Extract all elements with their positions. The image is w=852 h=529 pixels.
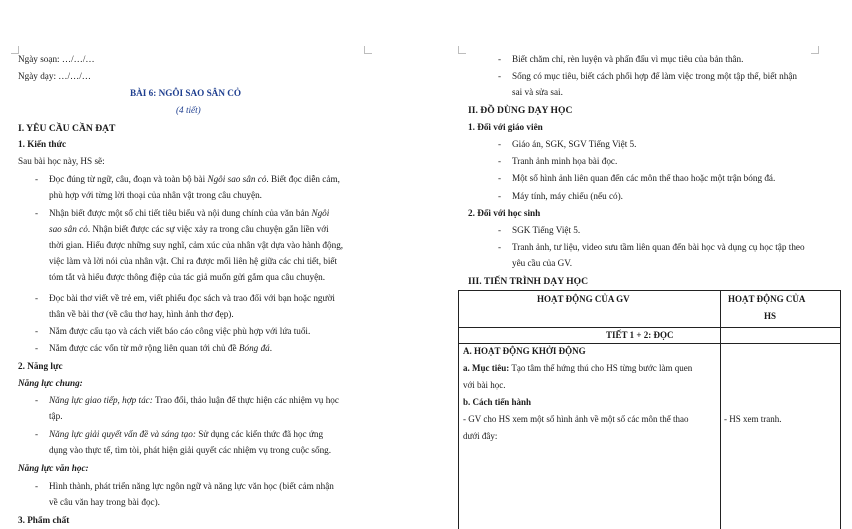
ngay-day: Ngày dạy: …/…/… (18, 71, 91, 81)
hs-activity: - HS xem tranh. (724, 414, 782, 424)
lesson-table (458, 290, 841, 529)
ngay-soan: Ngày soạn: …/…/… (18, 54, 95, 64)
row-divider (459, 343, 840, 344)
section-do-dung: II. ĐỒ DÙNG DẠY HỌC (468, 105, 573, 116)
heading-hoc-sinh: 2. Đối với học sinh (468, 208, 541, 218)
section-tien-trinh: III. TIẾN TRÌNH DẠY HỌC (468, 276, 589, 287)
left-page: Ngày soạn: …/…/… Ngày dạy: …/…/… BÀI 6: NGÔI SAO SÂN CỎ (4 tiết) I. YÊU CẦU CẦN ĐẠT 1. Kiến thức Sau bài học này, HS sẽ: - Đọc đúng từ ngữ, câu, đoạn và toàn bộ bài Ngôi sao sân cỏ. Biết đọc diễn cảm, phù hợp với từng lời thoại của nhân vật trong câu chuyện. - Nhận biết được một số chi tiết tiêu biểu và nội dung chính của văn bản Ngôi sao sân cỏ. Nhận biết được các sự việc xảy ra trong câu chuyện gắn liền với thời gian. Hiểu được những suy nghĩ, cảm xúc của nhân vật dựa vào hành động, việc làm và lời nói của nhân vật. Chỉ ra được mối liên hệ giữa các chi tiết, biết tóm tắt và hiểu được thông điệp của tác giả muốn gửi gắm qua câu chuyện. - Đọc bài thơ viết về trẻ em, viết phiếu đọc sách và trao đổi với bạn hoặc người thân về bài thơ (về câu thơ hay, hình ảnh thơ đẹp). - Nắm được cấu tạo và cách viết báo cáo công việc phù hợp với lứa tuổi. - Nắm được các vốn từ mở rộng liên quan tới chủ đề Bóng đá. 2. Năng lực Năng lực chung: - Năng lực giao tiếp, hợp tác: Trao đổi, thảo luận để thực hiện các nhiệm vụ học tập. - Năng lực giải quyết vấn đề và sáng tạo: Sử dụng các kiến thức đã học ứng dụng vào thực tế, tìm tòi, phát hiện giải quyết các nhiệm vụ trong cuộc sống. Năng lực văn học: - Hình thành, phát triển năng lực ngôn ngữ và năng lực văn học (biết cảm nhận về câu văn hay trong bài đọc). 3. Phẩm chất (0, 0, 440, 529)
intro-text: Sau bài học này, HS sẽ: (18, 156, 105, 166)
corner-mark (11, 46, 19, 54)
heading-pham-chat: 3. Phẩm chất (18, 515, 70, 525)
lesson-duration: (4 tiết) (176, 105, 201, 115)
header-hs: HOẠT ĐỘNG CỦA (728, 294, 806, 304)
cach-tien-hanh: b. Cách tiến hành (463, 397, 532, 407)
muc-tieu: a. Mục tiêu: Tạo tâm thế hứng thú cho HS từng bước làm quen (463, 363, 693, 373)
period-row: TIẾT 1 + 2: ĐỌC (606, 330, 674, 340)
heading-kien-thuc: 1. Kiến thức (18, 139, 67, 149)
section-yeu-cau: I. YÊU CẦU CẦN ĐẠT (18, 123, 116, 134)
activity-title: A. HOẠT ĐỘNG KHỞI ĐỘNG (463, 346, 586, 356)
row-divider (459, 327, 840, 328)
corner-mark (364, 46, 372, 54)
gv-activity: - GV cho HS xem một số hình ảnh về một số các môn thể thao (463, 414, 689, 424)
heading-nang-luc-van-hoc: Năng lực văn học: (18, 463, 89, 473)
heading-giao-vien: 1. Đối với giáo viên (468, 122, 543, 132)
header-hs-cont: HS (764, 311, 777, 321)
header-gv: HOẠT ĐỘNG CỦA GV (537, 294, 630, 304)
heading-nang-luc: 2. Năng lực (18, 361, 63, 371)
gv-activity-cont: dưới đây: (463, 431, 498, 441)
muc-tieu-cont: với bài học. (463, 380, 506, 390)
right-page: - Biết chăm chỉ, rèn luyện và phấn đấu vì mục tiêu của bản thân. - Sống có mục tiêu, biết cách phối hợp để làm việc trong một tập thể, biết nhận sai và sửa sai. II. ĐỒ DÙNG DẠY HỌC 1. Đối với giáo viên - Giáo án, SGK, SGV Tiếng Việt 5. - Tranh ảnh minh họa bài đọc. - Một số hình ảnh liên quan đến các môn thể thao hoặc một trận bóng đá. - Máy tính, máy chiếu (nếu có). 2. Đối với học sinh - SGK Tiếng Việt 5. - Tranh ảnh, tư liệu, video sưu tầm liên quan đến bài học và dụng cụ học tập theo yêu cầu của GV. III. TIẾN TRÌNH DẠY HỌC HOẠT ĐỘNG CỦA GV HOẠT ĐỘNG CỦA HS TIẾT 1 + 2: ĐỌC A. HOẠT ĐỘNG KHỞI ĐỘNG a. Mục tiêu: Tạo tâm thế hứng thú cho HS từng bước làm quen với bài học. b. Cách tiến hành - GV cho HS xem một số hình ảnh về một số các môn thể thao dưới đây: - HS xem tranh. (440, 0, 852, 529)
heading-nang-luc-chung: Năng lực chung: (18, 378, 83, 388)
corner-mark (811, 46, 819, 54)
corner-mark (458, 46, 466, 54)
lesson-title: BÀI 6: NGÔI SAO SÂN CỎ (130, 88, 242, 98)
